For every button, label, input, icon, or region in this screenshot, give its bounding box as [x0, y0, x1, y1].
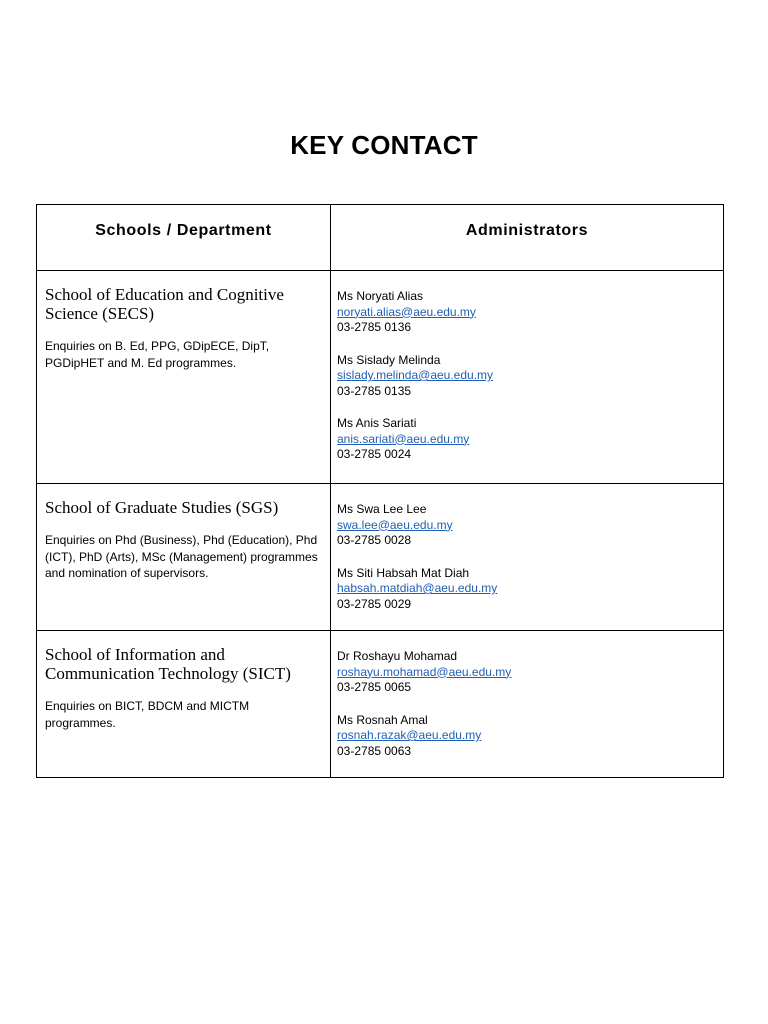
admin-email-link[interactable]: habsah.matdiah@aeu.edu.my: [337, 581, 498, 595]
admin-email-link[interactable]: sislady.melinda@aeu.edu.my: [337, 368, 494, 382]
admin-phone: 03-2785 0063: [337, 743, 412, 758]
page-title: KEY CONTACT: [290, 130, 478, 160]
admin-email-link[interactable]: rosnah.razak@aeu.edu.my: [337, 728, 482, 742]
admin-entry: [337, 289, 717, 336]
admin-name: Ms Swa Lee Lee: [337, 502, 427, 516]
header-administrators-label: Administrators: [465, 221, 589, 239]
admin-email-link[interactable]: swa.lee@aeu.edu.my: [337, 517, 453, 532]
admin-phone: 03-2785 0029: [337, 596, 412, 611]
admin-entry: [337, 649, 717, 696]
school-cell: [37, 271, 331, 484]
admin-name: Ms Rosnah Amal: [337, 712, 428, 727]
school-name: School of Information and Communication Technology (SICT): [45, 645, 291, 683]
school-description: Enquiries on BICT, BDCM and MICTM programmes.: [45, 699, 250, 730]
admin-name: Dr Roshayu Mohamad: [337, 649, 458, 663]
table-row: [37, 631, 724, 778]
admin-email-link[interactable]: noryati.alias@aeu.edu.my: [337, 304, 476, 319]
admin-phone: 03-2785 0028: [337, 533, 412, 547]
school-cell: [37, 484, 331, 631]
admin-entry: [337, 713, 717, 760]
school-name: School of Graduate Studies (SGS): [45, 498, 279, 517]
admin-name: Ms Sislady Melinda: [337, 352, 441, 367]
header-row: [37, 205, 724, 271]
admin-name: Ms Noryati Alias: [337, 289, 424, 303]
header-schools-label: Schools / Department: [95, 221, 272, 239]
header-administrators: [331, 205, 724, 271]
school-description: Enquiries on B. Ed, PPG, GDipECE, DipT, PGDipHET and M. Ed programmes.: [45, 339, 270, 370]
admin-email-link[interactable]: anis.sariati@aeu.edu.my: [337, 431, 470, 446]
school-description: Enquiries on Phd (Business), Phd (Education), Phd (ICT), PhD (Arts), MSc (Management) programmes and nomination of supervisors.: [45, 533, 318, 580]
admin-name: Ms Siti Habsah Mat Diah: [337, 565, 470, 580]
admin-entry: [337, 502, 717, 549]
contacts-table: [36, 204, 724, 778]
school-name: School of Education and Cognitive Science (SECS): [45, 285, 284, 323]
admin-entry: [337, 353, 717, 400]
admin-cell: [331, 631, 724, 778]
admin-phone: 03-2785 0024: [337, 447, 412, 461]
admin-phone: 03-2785 0135: [337, 383, 412, 398]
table-row: [37, 484, 724, 631]
admin-entry: [337, 566, 717, 613]
admin-cell: [331, 484, 724, 631]
header-schools: [37, 205, 331, 271]
admin-entry: [337, 416, 717, 463]
admin-email-link[interactable]: roshayu.mohamad@aeu.edu.my: [337, 664, 512, 679]
admin-phone: 03-2785 0136: [337, 320, 412, 334]
table-row: [37, 271, 724, 484]
school-cell: [37, 631, 331, 778]
admin-cell: [331, 271, 724, 484]
admin-name: Ms Anis Sariati: [337, 416, 417, 430]
admin-phone: 03-2785 0065: [337, 680, 412, 694]
